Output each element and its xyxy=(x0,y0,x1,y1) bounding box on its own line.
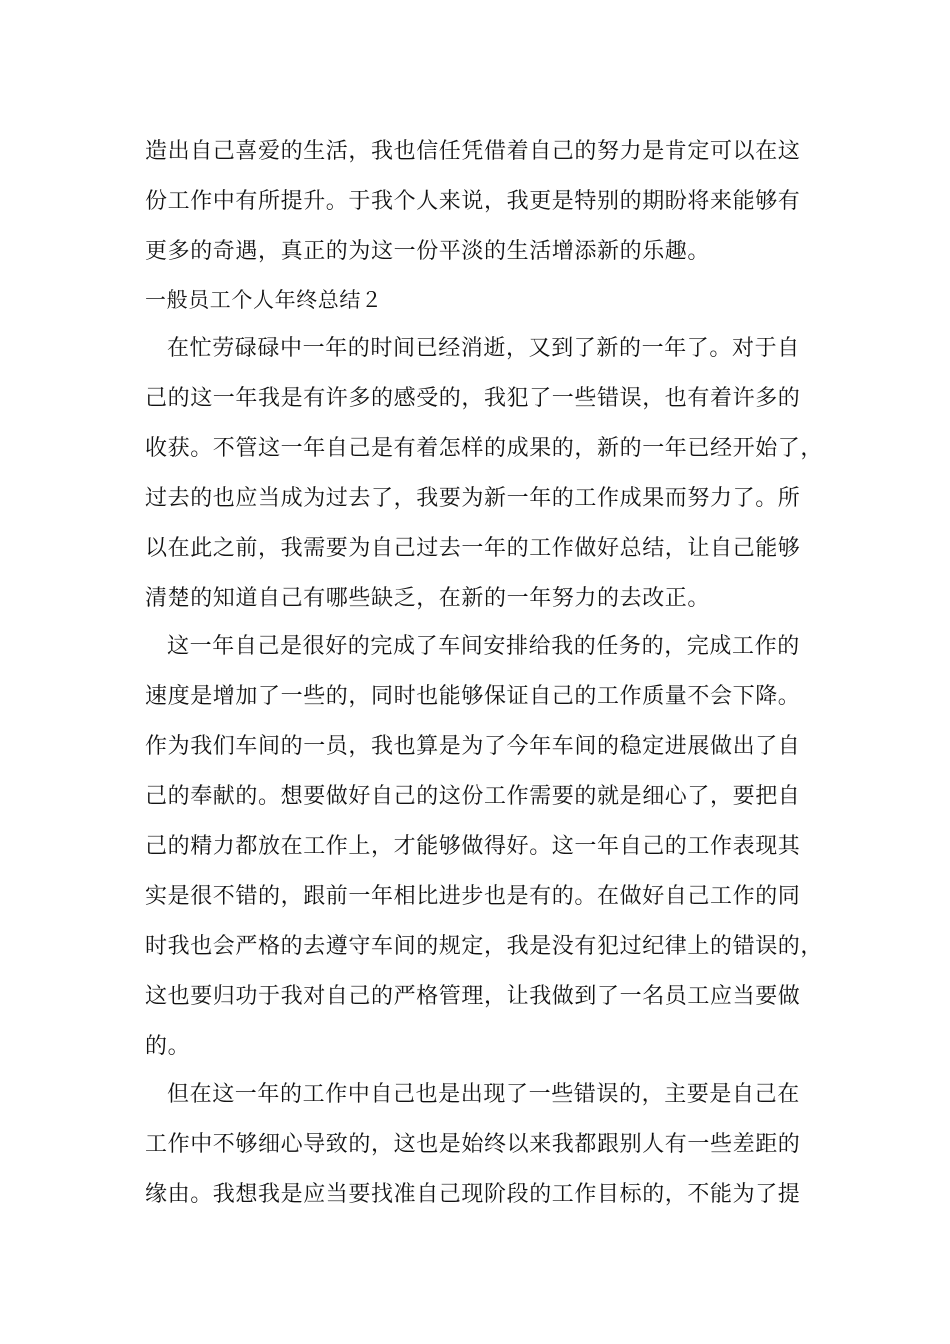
text-line: 份工作中有所提升。于我个人来说，我更是特别的期盼将来能够有 xyxy=(145,189,801,214)
text-line: 以在此之前，我需要为自己过去一年的工作做好总结，让自己能够 xyxy=(145,536,801,561)
paragraph-3 xyxy=(145,1070,825,1220)
text-line: 作为我们车间的一员，我也算是为了今年车间的稳定进展做出了自 xyxy=(145,734,801,759)
text-line: 的。 xyxy=(145,1034,191,1059)
continued-paragraph xyxy=(145,127,825,277)
paragraph-1 xyxy=(145,324,825,624)
section-heading: 一般员工个人年终总结２ xyxy=(145,288,383,312)
text-line: 工作中不够细心导致的，这也是始终以来我都跟别人有一些差距的 xyxy=(145,1132,801,1157)
text-line: 但在这一年的工作中自己也是出现了一些错误的，主要是自己在 xyxy=(167,1082,800,1107)
text-line: 收获。不管这一年自己是有着怎样的成果的，新的一年已经开始了， xyxy=(145,436,824,461)
text-line: 在忙劳碌碌中一年的时间已经消逝，又到了新的一年了。对于自 xyxy=(167,336,800,361)
text-line: 过去的也应当成为过去了，我要为新一年的工作成果而努力了。所 xyxy=(145,486,801,511)
text-line: 这一年自己是很好的完成了车间安排给我的任务的，完成工作的 xyxy=(167,634,800,659)
text-line: 清楚的知道自己有哪些缺乏，在新的一年努力的去改正。 xyxy=(145,586,711,611)
text-line: 缘由。我想我是应当要找准自己现阶段的工作目标的，不能为了提 xyxy=(145,1182,801,1207)
section-heading-block xyxy=(145,275,825,325)
text-line: 这也要归功于我对自己的严格管理，让我做到了一名员工应当要做 xyxy=(145,984,801,1009)
text-line: 己的这一年我是有许多的感受的，我犯了一些错误，也有着许多的 xyxy=(145,386,801,411)
text-line: 己的精力都放在工作上，才能够做得好。这一年自己的工作表现其 xyxy=(145,834,801,859)
text-line: 更多的奇遇，真正的为这一份平淡的生活增添新的乐趣。 xyxy=(145,239,711,264)
text-line: 时我也会严格的去遵守车间的规定，我是没有犯过纪律上的错误的， xyxy=(145,934,824,959)
paragraph-2 xyxy=(145,622,825,1072)
text-line: 造出自己喜爱的生活，我也信任凭借着自己的努力是肯定可以在这 xyxy=(145,139,801,164)
text-line: 速度是增加了一些的，同时也能够保证自己的工作质量不会下降。 xyxy=(145,684,801,709)
text-line: 己的奉献的。想要做好自己的这份工作需要的就是细心了，要把自 xyxy=(145,784,801,809)
text-line: 实是很不错的，跟前一年相比进步也是有的。在做好自己工作的同 xyxy=(145,884,801,909)
